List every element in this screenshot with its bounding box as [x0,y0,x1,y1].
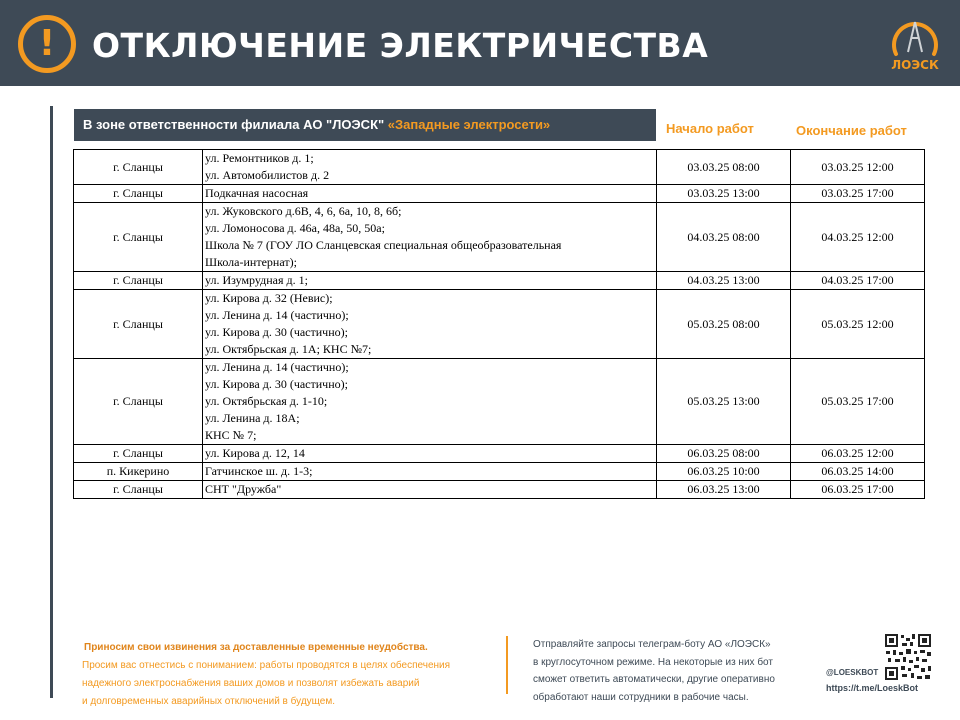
address-line: ул. Ленина д. 14 (частично); [205,308,349,322]
side-accent-bar [50,106,53,698]
address-line: КНС № 7; [205,428,257,442]
address-line: СНТ "Дружба" [205,482,282,496]
table-row [74,481,925,499]
footer-divider [506,636,508,694]
bot-info-line: обработают наши сотрудники в рабочие часы. [533,691,749,703]
table-row [74,272,925,290]
column-header-start: Начало работ [666,121,754,136]
cell-start-time: 05.03.25 13:00 [657,359,791,445]
cell-addresses [203,150,657,185]
apology-line: надежного электроснабжения ваших домов и позволят избежать аварий [82,678,420,689]
table-row [74,185,925,203]
cell-city: г. Сланцы [74,445,203,463]
cell-end-time: 04.03.25 17:00 [791,272,925,290]
cell-city: г. Сланцы [74,290,203,359]
bot-link[interactable]: https://t.me/LoeskBot [826,683,919,693]
address-line: Гатчинское ш. д. 1-3; [205,464,313,478]
alert-icon: ! [18,15,76,73]
table-row [74,290,925,359]
address-line: Школа-интернат); [205,255,297,269]
bot-info-block [533,636,823,706]
cell-start-time: 03.03.25 13:00 [657,185,791,203]
apology-block [82,639,502,711]
address-line: ул. Ленина д. 18А; [205,411,300,425]
cell-addresses [203,290,657,359]
address-line: Школа № 7 (ГОУ ЛО Сланцевская специальная общеобразовательная [205,238,562,252]
apology-line: Просим вас отнестись с пониманием: работы проводятся в целях обеспечения [82,660,451,671]
address-line: ул. Ломоносова д. 46а, 48а, 50, 50а; [205,221,385,235]
bot-info-line: в круглосуточном режиме. На некоторые из них бот [533,656,773,668]
cell-end-time: 05.03.25 17:00 [791,359,925,445]
zone-banner [74,109,656,141]
cell-city: г. Сланцы [74,185,203,203]
address-line: ул. Кирова д. 30 (частично); [205,377,348,391]
company-logo [886,14,944,76]
cell-city: г. Сланцы [74,481,203,499]
logo-text: ЛОЭСК [891,58,939,72]
address-line: ул. Жуковского д.6В, 4, 6, 6а, 10, 8, 6б; [205,204,402,218]
cell-city: г. Сланцы [74,272,203,290]
cell-addresses [203,185,657,203]
cell-end-time: 03.03.25 12:00 [791,150,925,185]
address-line: Подкачная насосная [205,186,309,200]
cell-start-time: 04.03.25 08:00 [657,203,791,272]
cell-city: п. Кикерино [74,463,203,481]
cell-start-time: 06.03.25 10:00 [657,463,791,481]
column-header-end: Окончание работ [796,123,907,138]
cell-end-time: 06.03.25 17:00 [791,481,925,499]
address-line: ул. Кирова д. 12, 14 [205,446,305,460]
address-line: ул. Изумрудная д. 1; [205,273,308,287]
cell-end-time: 05.03.25 12:00 [791,290,925,359]
cell-end-time: 03.03.25 17:00 [791,185,925,203]
cell-addresses [203,272,657,290]
table-row [74,203,925,272]
bot-handle: @LOESKBOT [826,668,879,677]
address-line: ул. Октябрьская д. 1А; КНС №7; [205,342,372,356]
apology-line: и долговременных аварийных отключений в будущем. [82,696,335,707]
cell-city: г. Сланцы [74,359,203,445]
bot-info-line: Отправляйте запросы телеграм-боту АО «ЛОЭСК» [533,639,771,650]
table-row [74,445,925,463]
outage-table [73,149,925,499]
cell-addresses [203,359,657,445]
page-title: ОТКЛЮЧЕНИЕ ЭЛЕКТРИЧЕСТВА [92,26,709,65]
address-line: ул. Ремонтников д. 1; [205,151,314,165]
zone-branch: «Западные электросети» [387,117,551,132]
cell-city: г. Сланцы [74,150,203,185]
qr-code-icon[interactable] [884,633,932,681]
zone-prefix: В зоне ответственности филиала АО "ЛОЭСК" [83,117,388,132]
address-line: ул. Кирова д. 30 (частично); [205,325,348,339]
table-row [74,463,925,481]
cell-addresses [203,445,657,463]
table-row [74,150,925,185]
cell-start-time: 06.03.25 08:00 [657,445,791,463]
cell-city: г. Сланцы [74,203,203,272]
bot-info-line: сможет ответить автоматически, другие оперативно [533,674,775,685]
cell-start-time: 04.03.25 13:00 [657,272,791,290]
cell-addresses [203,203,657,272]
address-line: ул. Октябрьская д. 1-10; [205,394,328,408]
table-row [74,359,925,445]
cell-addresses [203,463,657,481]
cell-start-time: 06.03.25 13:00 [657,481,791,499]
cell-addresses [203,481,657,499]
page-header [0,0,960,86]
cell-end-time: 06.03.25 12:00 [791,445,925,463]
address-line: ул. Автомобилистов д. 2 [205,168,330,182]
logo-mark-icon [886,14,944,60]
address-line: ул. Ленина д. 14 (частично); [205,360,349,374]
cell-start-time: 03.03.25 08:00 [657,150,791,185]
cell-end-time: 06.03.25 14:00 [791,463,925,481]
address-line: ул. Кирова д. 32 (Невис); [205,291,333,305]
cell-end-time: 04.03.25 12:00 [791,203,925,272]
cell-start-time: 05.03.25 08:00 [657,290,791,359]
apology-title: Приносим свои извинения за доставленные временные неудобства. [84,642,428,653]
